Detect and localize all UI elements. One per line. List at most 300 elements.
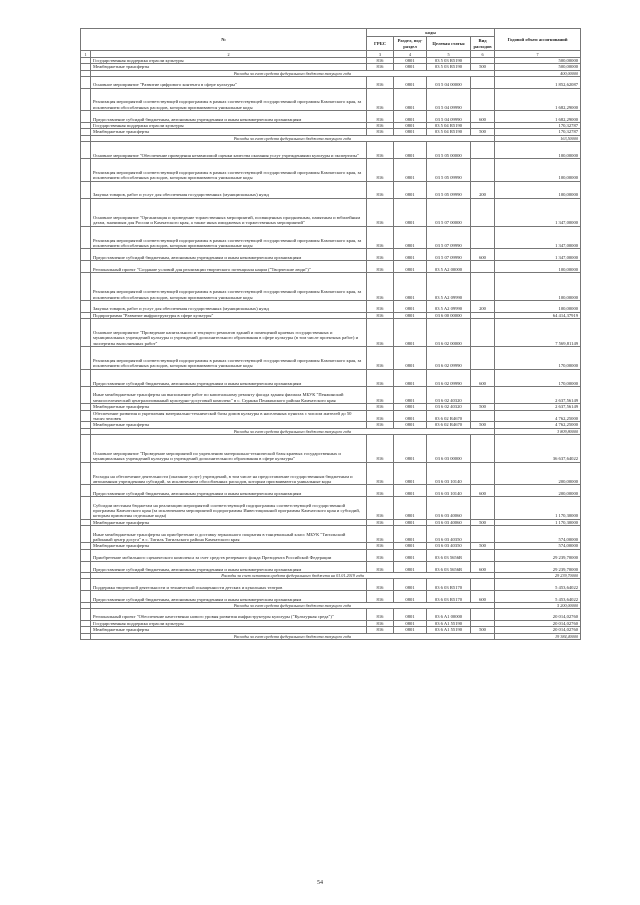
empty-cell — [81, 579, 91, 591]
row-name: Государственная поддержка отрасли культуры — [91, 123, 367, 129]
row-kind: 500 — [471, 404, 495, 410]
row-section: 0801 — [394, 123, 427, 129]
row-name: Закупка товаров, работ и услуг для обеспечения государственных (муниципальных) нужд — [91, 300, 367, 312]
row-kind: 500 — [471, 422, 495, 428]
row-grbs: 816 — [367, 485, 394, 497]
row-target: 03 6 03 00000 — [427, 434, 471, 462]
row-amount: 1 347,00000 — [495, 198, 581, 226]
row-target: 03 6 00 00000 — [427, 312, 471, 318]
row-grbs: 816 — [367, 549, 394, 561]
row-kind: 600 — [471, 561, 495, 573]
row-name: Приобретение мобильного сценического комплекса за счет средств резервного фонда Президента Российской Федерации — [91, 549, 367, 561]
table-row — [81, 226, 581, 249]
row-grbs: 816 — [367, 497, 394, 520]
row-amount: 4 762,25000 — [495, 410, 581, 422]
row-amount: 100,00000 — [495, 141, 581, 158]
row-section: 0801 — [394, 88, 427, 111]
row-target: 03 5 03 R5190 — [427, 64, 471, 70]
table-row — [81, 434, 581, 462]
row-target: 03 6 03 R5170 — [427, 591, 471, 603]
empty-cell — [81, 261, 91, 273]
row-name: Межбюджетные трансферты — [91, 422, 367, 428]
header-amount: Годовой объем ассигнований — [495, 29, 581, 51]
row-section: 0801 — [394, 198, 427, 226]
row-section: 0801 — [394, 410, 427, 422]
row-kind: 200 — [471, 300, 495, 312]
row-amount: 574,00000 — [495, 543, 581, 549]
empty-cell — [81, 272, 91, 300]
row-amount: 5 453,64022 — [495, 591, 581, 603]
row-target: 03 5 04 09990 — [427, 88, 471, 111]
row-name: Основное мероприятие "Организация и проведение торжественных мероприятий, посвященных праздничным, памятным и юбилейным датам, значимым для России и Камчатского края, а также иных имиджевых и торжественных мероприятий" — [91, 198, 367, 226]
row-grbs: 816 — [367, 76, 394, 88]
row-section: 0801 — [394, 347, 427, 370]
header-target: Целевая статья — [427, 37, 471, 51]
row-name: Предоставление субсидий бюджетным, автономным учреждениям и иным некоммерческим организациям — [91, 485, 367, 497]
row-grbs: 816 — [367, 369, 394, 386]
note-row — [81, 633, 581, 639]
row-target: 03 5 A2 09990 — [427, 272, 471, 300]
row-kind: 500 — [471, 129, 495, 135]
table-row — [81, 579, 581, 591]
empty-cell — [81, 608, 91, 620]
note-amount: 163,50000 — [495, 135, 581, 141]
row-target: 03 6 02 40320 — [427, 404, 471, 410]
row-amount: 64 414,37919 — [495, 312, 581, 318]
row-name: Предоставление субсидий бюджетным, автономным учреждениям и иным некоммерческим организациям — [91, 561, 367, 573]
row-section: 0801 — [394, 181, 427, 198]
row-kind — [471, 226, 495, 249]
row-section: 0801 — [394, 620, 427, 626]
note-text: Расходы за счет средств федерального бюджета текущего года — [91, 70, 495, 76]
row-name: Поддержка творческой деятельности и технической оснащенности детских и кукольных театров — [91, 579, 367, 591]
empty-cell — [81, 434, 91, 462]
row-amount: 170,00000 — [495, 369, 581, 386]
table-row — [81, 561, 581, 573]
row-target: 03 6 A1 00000 — [427, 608, 471, 620]
header-section: Раздел, под-раздел — [394, 37, 427, 51]
row-name: Иные межбюджетные трансферты на выполнение работ по капитальному ремонту фасада здания филиала МБУК "Пенжинский межпоселенческий централизованный культурно-досуговый комплекс" в с. Седанка Пенжинского района Камчатского края — [91, 386, 367, 403]
empty-cell — [81, 111, 91, 123]
column-number: 5 — [427, 51, 471, 58]
row-name: Межбюджетные трансферты — [91, 519, 367, 525]
row-amount: 100,00000 — [495, 261, 581, 273]
row-grbs: 816 — [367, 64, 394, 70]
row-grbs: 816 — [367, 226, 394, 249]
row-amount: 200,00000 — [495, 485, 581, 497]
row-name: Реализация мероприятий соответствующей подпрограммы в рамках соответствующей государственной программы Камчатского края, за исключением обособленных расходов, которым присваиваются уникальные коды — [91, 347, 367, 370]
row-grbs: 816 — [367, 261, 394, 273]
row-section: 0801 — [394, 64, 427, 70]
row-kind: 500 — [471, 64, 495, 70]
row-name: Межбюджетные трансферты — [91, 64, 367, 70]
row-target: 03 6 03 40350 — [427, 543, 471, 549]
row-kind: 600 — [471, 249, 495, 261]
row-grbs: 816 — [367, 627, 394, 633]
row-grbs: 816 — [367, 312, 394, 318]
row-grbs: 816 — [367, 526, 394, 543]
table-row — [81, 300, 581, 312]
row-grbs: 816 — [367, 159, 394, 182]
row-kind — [471, 497, 495, 520]
table-row — [81, 386, 581, 403]
header-codes: коды — [367, 29, 495, 37]
row-grbs: 816 — [367, 410, 394, 422]
empty-cell — [81, 497, 91, 520]
row-name: Региональный проект "Создание условий для реализации творческого потенциала нации ("Творческие люди")" — [91, 261, 367, 273]
header-kind: Вид расходов — [471, 37, 495, 51]
empty-cell — [81, 249, 91, 261]
row-kind — [471, 272, 495, 300]
row-kind — [471, 462, 495, 485]
row-name: Закупка товаров, работ и услуг для обеспечения государственных (муниципальных) нужд — [91, 181, 367, 198]
row-name: Предоставление субсидий бюджетным, автономным учреждениям и иным некоммерческим организациям — [91, 591, 367, 603]
row-name: Региональный проект "Обеспечение качественно нового уровня развития инфраструктуры культуры ("Культурная среда")" — [91, 608, 367, 620]
row-section: 0801 — [394, 111, 427, 123]
row-kind — [471, 159, 495, 182]
row-section: 0801 — [394, 76, 427, 88]
row-amount: 1 347,00000 — [495, 226, 581, 249]
row-amount: 20 014,02760 — [495, 608, 581, 620]
column-number: 4 — [394, 51, 427, 58]
row-section: 0801 — [394, 526, 427, 543]
column-numbers-row — [81, 51, 581, 58]
row-name: Предоставление субсидий бюджетным, автономным учреждениям и иным некоммерческим организациям — [91, 369, 367, 386]
row-name: Межбюджетные трансферты — [91, 627, 367, 633]
header-num: № — [81, 29, 367, 51]
note-amount: 5 200,00000 — [495, 602, 581, 608]
row-amount: 36 637,64022 — [495, 434, 581, 462]
row-kind — [471, 141, 495, 158]
table-row — [81, 141, 581, 158]
row-amount: 7 569,81149 — [495, 319, 581, 347]
empty-cell — [81, 141, 91, 158]
row-name: Основное мероприятие "Обеспечение проведения независимой оценки качества оказания услуг учреждениями культуры и экспертизы" — [91, 141, 367, 158]
row-grbs: 816 — [367, 249, 394, 261]
row-target: 03 6 02 09990 — [427, 369, 471, 386]
row-target: 03 5 04 R5190 — [427, 123, 471, 129]
row-grbs: 816 — [367, 620, 394, 626]
empty-cell — [81, 76, 91, 88]
row-grbs: 816 — [367, 198, 394, 226]
column-number: 1 — [81, 51, 91, 58]
row-kind — [471, 579, 495, 591]
row-section: 0801 — [394, 386, 427, 403]
row-grbs: 816 — [367, 543, 394, 549]
row-amount: 170,32787 — [495, 123, 581, 129]
note-amount: 29 239,70000 — [495, 573, 581, 579]
empty-cell — [81, 226, 91, 249]
empty-cell — [81, 386, 91, 403]
note-text: Расходы за счет средств федерального бюджета текущего года — [91, 602, 495, 608]
note-amount: 19 384,40000 — [495, 633, 581, 639]
row-section: 0801 — [394, 319, 427, 347]
table-row — [81, 485, 581, 497]
table-row — [81, 159, 581, 182]
empty-cell — [81, 347, 91, 370]
row-kind: 600 — [471, 111, 495, 123]
row-name: Государственная поддержка отрасли культуры — [91, 58, 367, 64]
row-target: 03 5 07 00000 — [427, 198, 471, 226]
row-target: 03 5 A2 09990 — [427, 300, 471, 312]
row-kind — [471, 347, 495, 370]
empty-cell — [81, 591, 91, 603]
row-grbs: 816 — [367, 422, 394, 428]
table-header — [81, 29, 581, 58]
row-kind: 600 — [471, 591, 495, 603]
empty-cell — [81, 88, 91, 111]
row-section: 0801 — [394, 129, 427, 135]
row-target: 03 6 03 10140 — [427, 485, 471, 497]
empty-cell — [81, 319, 91, 347]
row-section: 0801 — [394, 159, 427, 182]
row-section: 0801 — [394, 226, 427, 249]
row-kind: 600 — [471, 369, 495, 386]
row-section: 0801 — [394, 462, 427, 485]
row-kind — [471, 319, 495, 347]
row-grbs: 816 — [367, 434, 394, 462]
row-section: 0801 — [394, 58, 427, 64]
row-target: 03 5 05 09990 — [427, 181, 471, 198]
row-grbs: 816 — [367, 404, 394, 410]
row-target: 03 6 02 00000 — [427, 319, 471, 347]
row-name: Основное мероприятие "Развитие цифрового контента в сфере культуры" — [91, 76, 367, 88]
row-target: 03 5 A2 00000 — [427, 261, 471, 273]
row-target: 03 5 04 00000 — [427, 76, 471, 88]
row-amount: 29 239,70000 — [495, 549, 581, 561]
row-kind — [471, 410, 495, 422]
row-section: 0801 — [394, 434, 427, 462]
row-target: 03 5 03 R5190 — [427, 58, 471, 64]
row-grbs: 816 — [367, 386, 394, 403]
row-amount: 170,32787 — [495, 129, 581, 135]
row-section: 0801 — [394, 141, 427, 158]
row-section: 0801 — [394, 543, 427, 549]
row-target: 03 6 A1 55190 — [427, 627, 471, 633]
row-amount: 200,00000 — [495, 462, 581, 485]
empty-cell — [81, 462, 91, 485]
row-name: Межбюджетные трансферты — [91, 129, 367, 135]
row-kind: 500 — [471, 627, 495, 633]
row-amount: 4 762,25000 — [495, 422, 581, 428]
table-row — [81, 272, 581, 300]
row-section: 0801 — [394, 579, 427, 591]
row-target: 03 5 04 09990 — [427, 111, 471, 123]
table-row — [81, 369, 581, 386]
table-row — [81, 249, 581, 261]
table-row — [81, 410, 581, 422]
table-row — [81, 319, 581, 347]
row-kind — [471, 386, 495, 403]
row-grbs: 816 — [367, 141, 394, 158]
table-row — [81, 526, 581, 543]
row-amount: 574,00000 — [495, 526, 581, 543]
row-kind — [471, 549, 495, 561]
empty-cell — [81, 526, 91, 543]
column-number: 2 — [91, 51, 367, 58]
row-target: 03 6 03 10140 — [427, 462, 471, 485]
row-grbs: 816 — [367, 347, 394, 370]
row-grbs: 816 — [367, 111, 394, 123]
row-section: 0801 — [394, 422, 427, 428]
row-section: 0801 — [394, 249, 427, 261]
row-target: 03 6 03 R5170 — [427, 579, 471, 591]
note-amount: 400,00000 — [495, 70, 581, 76]
row-grbs: 816 — [367, 319, 394, 347]
row-grbs: 816 — [367, 181, 394, 198]
row-name: Межбюджетные трансферты — [91, 543, 367, 549]
row-section: 0801 — [394, 549, 427, 561]
row-grbs: 816 — [367, 561, 394, 573]
row-kind — [471, 608, 495, 620]
empty-cell — [81, 549, 91, 561]
row-name: Основное мероприятие "Проведение капитального и текущего ремонтов зданий и помещений краевых государственных и муниципальных учреждений культуры и учреждений дополнительного образования в сфере культуры (в том числе проектных работ) и экспертизы выполненных работ" — [91, 319, 367, 347]
row-amount: 2 637,56149 — [495, 404, 581, 410]
row-name: Предоставление субсидий бюджетным, автономным учреждениям и иным некоммерческим организациям — [91, 249, 367, 261]
row-section: 0801 — [394, 485, 427, 497]
header-grbs: ГРБС — [367, 37, 394, 51]
row-name: Расходы на обеспечение деятельности (оказание услуг) учреждений, в том числе на предоставление государственным бюджетным и автономным учреждениям субсидий, за исключением обособленных расходов, которым присваиваются уникальные коды — [91, 462, 367, 485]
row-name: Предоставление субсидий бюджетным, автономным учреждениям и иным некоммерческим организациям — [91, 111, 367, 123]
empty-cell — [81, 561, 91, 573]
row-amount: 1 170,30000 — [495, 497, 581, 520]
row-section: 0801 — [394, 369, 427, 386]
row-name: Реализация мероприятий соответствующей подпрограммы в рамках соответствующей государственной программы Камчатского края, за исключением обособленных расходов, которым присваиваются уникальные коды — [91, 226, 367, 249]
table-body — [81, 58, 581, 640]
row-name: Государственная поддержка отрасли культуры — [91, 620, 367, 626]
row-amount: 29 239,70000 — [495, 561, 581, 573]
row-section: 0801 — [394, 272, 427, 300]
row-name: Обеспечение развития и укрепления материально-технической базы домов культуры в населенных пунктах с числом жителей до 50 тысяч человек — [91, 410, 367, 422]
row-kind: 200 — [471, 181, 495, 198]
budget-table — [80, 28, 581, 640]
row-amount: 1 347,00000 — [495, 249, 581, 261]
row-section: 0801 — [394, 627, 427, 633]
table-row — [81, 462, 581, 485]
row-target: 03 6 02 R4670 — [427, 422, 471, 428]
column-number: 6 — [471, 51, 495, 58]
empty-cell — [81, 410, 91, 422]
row-target: 03 5 07 09990 — [427, 226, 471, 249]
note-text: Расходы за счет остатков средств федерального бюджета на 01.01.2019 года — [91, 573, 495, 579]
row-kind — [471, 526, 495, 543]
column-number: 7 — [495, 51, 581, 58]
row-kind: 500 — [471, 519, 495, 525]
table-row — [81, 549, 581, 561]
table-row — [81, 497, 581, 520]
row-amount: 100,00000 — [495, 300, 581, 312]
empty-cell — [81, 300, 91, 312]
table-row — [81, 347, 581, 370]
row-grbs: 816 — [367, 519, 394, 525]
row-name: Реализация мероприятий соответствующей подпрограммы в рамках соответствующей государственной программы Камчатского края, за исключением обособленных расходов, которым присваиваются уникальные коды — [91, 272, 367, 300]
row-kind — [471, 261, 495, 273]
row-amount: 1 682,29000 — [495, 88, 581, 111]
row-target: 03 6 02 40320 — [427, 386, 471, 403]
row-grbs: 816 — [367, 58, 394, 64]
table-row — [81, 198, 581, 226]
row-section: 0801 — [394, 591, 427, 603]
row-kind — [471, 198, 495, 226]
row-amount: 20 014,02760 — [495, 627, 581, 633]
note-amount: 3 809,80000 — [495, 428, 581, 434]
row-name: Иные межбюджетные трансферты на приобретение и доставку зеркального покрытия в танцевальный класс МБУК "Тигильский районный центр досуга" в с. Тигиль Тигильского района Камчатского края — [91, 526, 367, 543]
table-row — [81, 608, 581, 620]
row-section: 0801 — [394, 561, 427, 573]
row-kind — [471, 88, 495, 111]
row-target: 03 6 03 40350 — [427, 526, 471, 543]
note-text: Расходы за счет средств федерального бюджета текущего года — [91, 135, 495, 141]
row-amount: 1 170,30000 — [495, 519, 581, 525]
row-amount: 1 852,62087 — [495, 76, 581, 88]
row-section: 0801 — [394, 404, 427, 410]
row-section: 0801 — [394, 608, 427, 620]
row-grbs: 816 — [367, 129, 394, 135]
empty-cell — [81, 633, 91, 639]
row-grbs: 816 — [367, 88, 394, 111]
row-amount: 2 637,56149 — [495, 386, 581, 403]
row-target: 03 5 05 09990 — [427, 159, 471, 182]
row-grbs: 816 — [367, 462, 394, 485]
row-grbs: 816 — [367, 608, 394, 620]
row-grbs: 816 — [367, 300, 394, 312]
row-target: 03 6 03 5656R — [427, 561, 471, 573]
row-section: 0801 — [394, 312, 427, 318]
row-name: Реализация мероприятий соответствующей подпрограммы в рамках соответствующей государственной программы Камчатского края, за исключением обособленных расходов, которым присваиваются уникальные коды — [91, 88, 367, 111]
row-section: 0801 — [394, 497, 427, 520]
row-grbs: 816 — [367, 591, 394, 603]
row-amount: 5 453,64022 — [495, 579, 581, 591]
row-target: 03 6 03 40060 — [427, 519, 471, 525]
row-kind — [471, 434, 495, 462]
row-grbs: 816 — [367, 123, 394, 129]
empty-cell — [81, 485, 91, 497]
row-section: 0801 — [394, 300, 427, 312]
table-row — [81, 261, 581, 273]
row-amount: 20 014,02760 — [495, 620, 581, 626]
row-target: 03 6 03 40060 — [427, 497, 471, 520]
note-text: Расходы за счет средств федерального бюджета текущего года — [91, 428, 495, 434]
empty-cell — [81, 198, 91, 226]
row-amount: 100,00000 — [495, 272, 581, 300]
table-row — [81, 76, 581, 88]
row-kind — [471, 76, 495, 88]
row-target: 03 6 02 09990 — [427, 347, 471, 370]
table-row — [81, 181, 581, 198]
table-row — [81, 591, 581, 603]
column-number: 3 — [367, 51, 394, 58]
row-target: 03 6 02 R4670 — [427, 410, 471, 422]
row-section: 0801 — [394, 519, 427, 525]
table-row — [81, 111, 581, 123]
row-target: 03 5 05 00000 — [427, 141, 471, 158]
row-amount: 170,00000 — [495, 347, 581, 370]
row-amount: 1 682,29000 — [495, 111, 581, 123]
row-grbs: 816 — [367, 272, 394, 300]
page-number: 54 — [317, 880, 323, 886]
row-kind: 500 — [471, 543, 495, 549]
row-target: 03 6 03 5656R — [427, 549, 471, 561]
row-amount: 100,00000 — [495, 181, 581, 198]
row-name: Межбюджетные трансферты — [91, 404, 367, 410]
note-text: Расходы за счет средств федерального бюджета текущего года — [91, 633, 495, 639]
row-name: Основное мероприятие "Проведение мероприятий по укреплению материально-технической базы краевых государственных и муниципальных учреждений культуры и учреждений дополнительного образования в сфере культуры" — [91, 434, 367, 462]
empty-cell — [81, 181, 91, 198]
row-name: Субсидии местным бюджетам на реализацию мероприятий соответствующей подпрограммы соответствующей государственной программы Камчатского края (за исключением мероприятий подпрограммы Инвестиционной программы Камчатского края и субсидий, которым присвоены отдельные коды) — [91, 497, 367, 520]
row-amount: 500,00000 — [495, 58, 581, 64]
empty-cell — [81, 369, 91, 386]
row-amount: 100,00000 — [495, 159, 581, 182]
